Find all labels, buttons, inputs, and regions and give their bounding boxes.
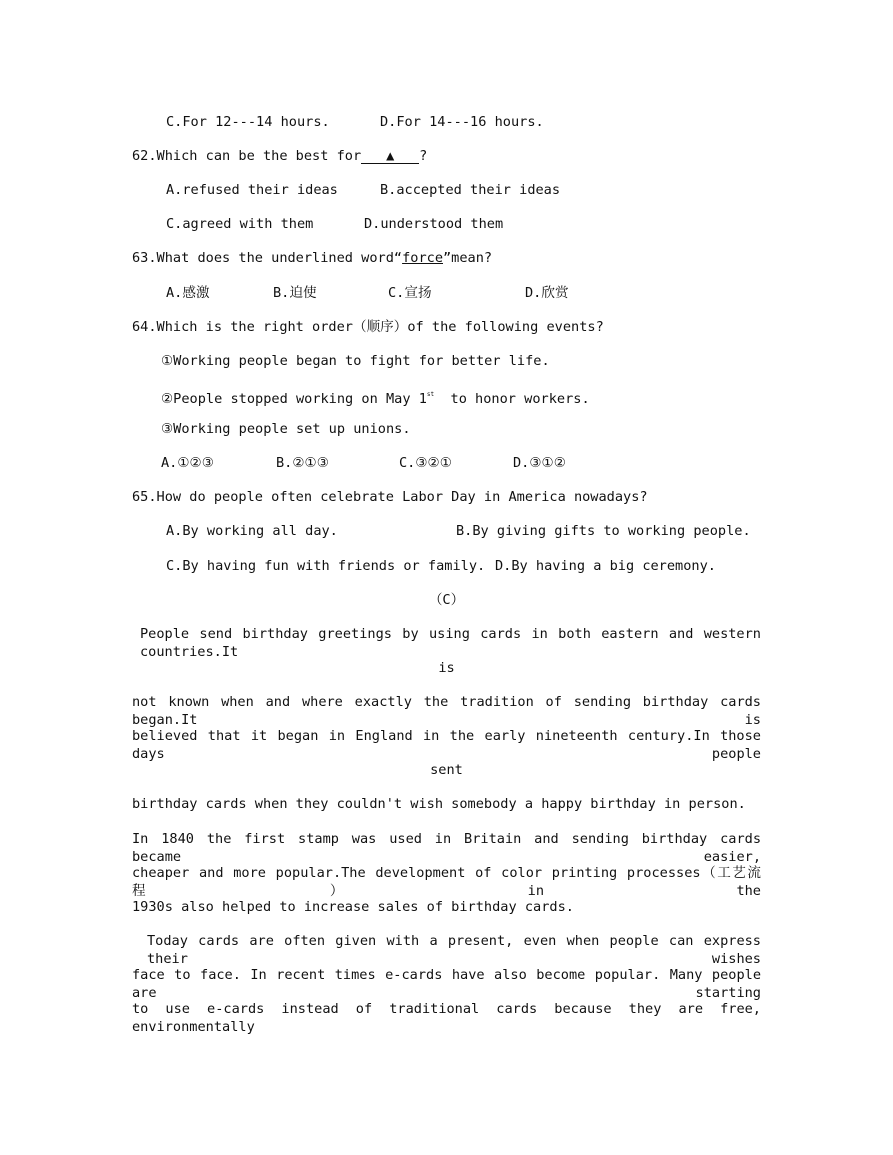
passage-line-9: 1930s also helped to increase sales of birthday cards. <box>132 899 574 915</box>
passage-line-5: sent <box>430 762 463 778</box>
passage-line-11: face to face. In recent times e-cards have also become popular. Many people are starting <box>132 967 761 1001</box>
q65-option-c: C.By having fun with friends or family. <box>166 558 486 574</box>
passage-line-7: In 1840 the first stamp was used in Britain and sending birthday cards became easier, <box>132 831 761 865</box>
q63-option-d: D.欣赏 <box>525 285 569 301</box>
q64-option-c: C.③②① <box>399 455 452 471</box>
q64-event-2-sup: st <box>426 391 435 398</box>
q64-event-3: ③Working people set up unions. <box>161 421 411 437</box>
q63-stem-end: ”mean? <box>443 250 493 266</box>
q65-option-d: D.By having a big ceremony. <box>495 558 716 574</box>
passage-line-1: People send birthday greetings by using cards in both eastern and western countries.It <box>140 626 761 660</box>
passage-line-6: birthday cards when they couldn't wish somebody a happy birthday in person. <box>132 796 746 812</box>
q65-stem: 65.How do people often celebrate Labor Day in America nowadays? <box>132 489 648 505</box>
q63-underlined-word: force <box>402 250 443 266</box>
passage-line-12: to use e-cards instead of traditional cards because they are free, environmentally <box>132 1001 761 1035</box>
q62-blank: ▲ <box>361 149 419 164</box>
passage-line-4: believed that it began in England in the early nineteenth century.In those days people <box>132 728 761 762</box>
q63-stem-text: 63.What does the underlined word“ <box>132 250 403 266</box>
passage-line-10: Today cards are often given with a present, even when people can express their wishes <box>147 933 761 967</box>
q62-option-b: B.accepted their ideas <box>380 182 561 198</box>
q62-stem-end: ? <box>419 148 428 164</box>
q64-option-d: D.③①② <box>513 455 566 471</box>
q61-option-c: C.For 12---14 hours. <box>166 114 330 130</box>
q64-option-b: B.②①③ <box>276 455 329 471</box>
passage-line-3: not known when and where exactly the tradition of sending birthday cards began.It is <box>132 694 761 728</box>
q64-event-2 <box>161 386 590 408</box>
q63-option-c: C.宣扬 <box>388 285 432 301</box>
passage-line-2: is <box>438 660 455 676</box>
q64-event-1: ①Working people began to fight for better life. <box>161 353 550 369</box>
q62-stem <box>132 147 427 165</box>
q62-option-c: C.agreed with them <box>166 216 314 232</box>
q62-option-d: D.understood them <box>364 216 504 232</box>
q63-option-a: A.感激 <box>166 285 210 301</box>
q64-stem: 64.Which is the right order（顺序）of the following events? <box>132 319 604 335</box>
q64-option-a: A.①②③ <box>161 455 214 471</box>
q63-stem <box>132 249 492 267</box>
passage-line-8: cheaper and more popular.The development of color printing processes（工艺流程）in the <box>132 865 761 899</box>
q62-stem-text: 62.Which can be the best for <box>132 148 362 164</box>
q63-option-b: B.迫使 <box>273 285 317 301</box>
section-c-heading: （C） <box>428 592 465 608</box>
q61-option-d: D.For 14---16 hours. <box>380 114 544 130</box>
q65-option-a: A.By working all day. <box>166 523 338 539</box>
q62-option-a: A.refused their ideas <box>166 182 338 198</box>
q65-option-b: B.By giving gifts to working people. <box>456 523 751 539</box>
q64-event-2-end: to honor workers. <box>434 391 590 407</box>
q64-event-2-text: ②People stopped working on May 1 <box>161 391 427 407</box>
